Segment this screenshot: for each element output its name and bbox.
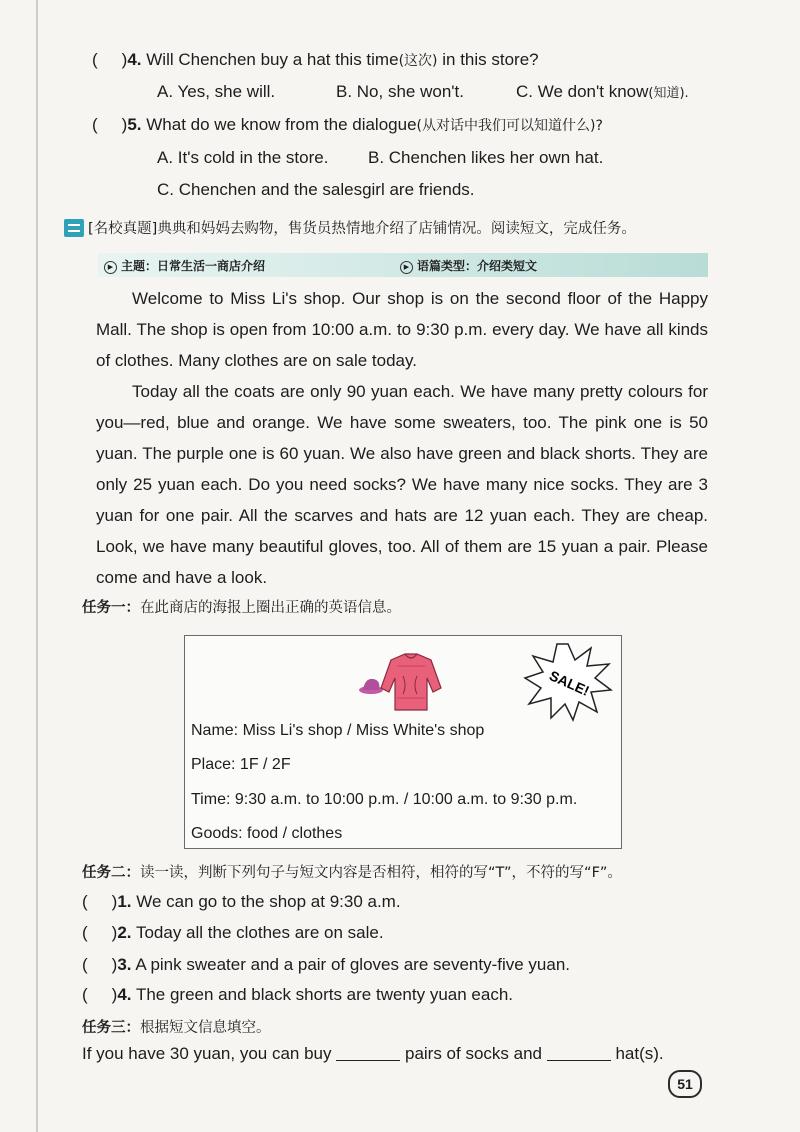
section-intro <box>88 217 636 238</box>
poster-goods-line[interactable]: Goods: food / clothes <box>191 825 343 842</box>
task3-sentence <box>82 1044 664 1064</box>
section-instruction: 典典和妈妈去购物，售货员热情地介绍了店铺情况。阅读短文，完成任务。 <box>157 221 636 237</box>
option-c: C. Chenchen and the salesgirl are friends. <box>157 180 475 199</box>
sentence-text: If you have 30 yuan, you can buy <box>82 1044 332 1063</box>
chinese-note: (知道). <box>648 86 689 101</box>
section-icon <box>64 219 84 237</box>
task2-item-3: ( )3. A pink sweater and a pair of gloves are seventy-five yuan. <box>82 955 571 974</box>
task-label: 任务一： <box>82 600 140 616</box>
chinese-note: (从对话中我们可以知道什么)? <box>416 118 603 134</box>
play-icon: ▶ <box>104 261 117 274</box>
page-binding-edge <box>36 0 38 1132</box>
question-text: Will Chenchen buy a hat this time <box>146 50 399 69</box>
poster-time-line[interactable]: Time: 9:30 a.m. to 10:00 p.m. / 10:00 a.m. to 9:30 p.m. <box>191 791 578 808</box>
option-a: A. It's cold in the store. <box>157 148 329 167</box>
answer-paren-open: ( <box>92 115 98 134</box>
statement-text: We can go to the shop at 9:30 a.m. <box>136 892 401 911</box>
play-icon: ▶ <box>400 261 413 274</box>
question-text-end: in this store? <box>442 50 539 69</box>
task-label: 任务二： <box>82 865 140 881</box>
statement-text: A pink sweater and a pair of gloves are seventy-five yuan. <box>135 955 571 974</box>
shop-poster <box>184 635 622 849</box>
poster-name-line[interactable]: Name: Miss Li's shop / Miss White's shop <box>191 722 485 739</box>
answer-paren-open: ( <box>92 50 98 69</box>
question-4 <box>92 50 539 70</box>
chinese-note: (这次) <box>398 53 438 69</box>
answer-paren-close: ) <box>121 115 128 134</box>
task2-item-1: ( )1. We can go to the shop at 9:30 a.m. <box>82 892 401 911</box>
task2-item-4: ( )4. The green and black shorts are twenty yuan each. <box>82 985 514 1004</box>
task2-heading <box>82 861 622 882</box>
question-text: What do we know from the dialogue <box>146 115 417 134</box>
page-number: 51 <box>668 1070 702 1098</box>
sweater-and-hat-icon <box>359 648 445 718</box>
answer-paren-close: ) <box>121 50 128 69</box>
option-a: A. Yes, she will. <box>157 82 276 101</box>
genre-label: ▶ 语篇类型：介绍类短文 <box>400 257 537 274</box>
task2-item-2: ( )2. Today all the clothes are on sale. <box>82 923 384 942</box>
task-label: 任务三： <box>82 1020 140 1036</box>
sentence-text: pairs of socks and <box>404 1044 542 1063</box>
question-number: 4. <box>127 50 142 69</box>
source-tag: [名校真题] <box>88 221 158 237</box>
sale-text: SALE! <box>546 667 592 699</box>
passage-paragraph-1: Welcome to Miss Li's shop. Our shop is on the second floor of the Happy Mall. The shop is open from 10:00 a.m. to 9:30 p.m. every day. We have all kinds of clothes. Many clothes are on sale today. <box>96 289 708 370</box>
sentence-text: hat(s). <box>615 1044 664 1063</box>
question-number: 5. <box>127 115 142 134</box>
task-instruction: 读一读，判断下列句子与短文内容是否相符，相符的写“T”，不符的写“F”。 <box>140 865 622 881</box>
poster-place-line[interactable]: Place: 1F / 2F <box>191 756 291 773</box>
topic-label: ▶ 主题：日常生活一商店介绍 <box>104 257 265 274</box>
task1-heading <box>82 596 401 617</box>
option-b: B. No, she won't. <box>336 82 464 101</box>
fill-blank-socks[interactable] <box>336 1046 400 1061</box>
question-5 <box>92 115 603 135</box>
statement-text: Today all the clothes are on sale. <box>135 923 384 942</box>
passage-paragraph-2: Today all the coats are only 90 yuan each. We have many pretty colours for you—red, blue and orange. We have some sweaters, too. The pink one is 50 yuan. The purple one is 60 yuan. We also have green and black shorts. They are only 25 yuan each. Do you need socks? We have many nice socks. They are 3 yuan for one pair. All the scarves and hats are 12 yuan each. They are cheap. Look, we have many beautiful gloves, too. All of them are 15 yuan a pair. Please come and have a look. <box>96 382 708 587</box>
sale-burst-icon <box>523 642 613 722</box>
fill-blank-hats[interactable] <box>547 1046 611 1061</box>
task-instruction: 根据短文信息填空。 <box>140 1020 271 1036</box>
task-instruction: 在此商店的海报上圈出正确的英语信息。 <box>140 600 401 616</box>
task3-heading <box>82 1016 271 1037</box>
option-c-text: C. We don't know <box>516 82 649 101</box>
option-c <box>516 82 689 102</box>
statement-text: The green and black shorts are twenty yuan each. <box>135 985 514 1004</box>
option-b: B. Chenchen likes her own hat. <box>368 148 604 167</box>
